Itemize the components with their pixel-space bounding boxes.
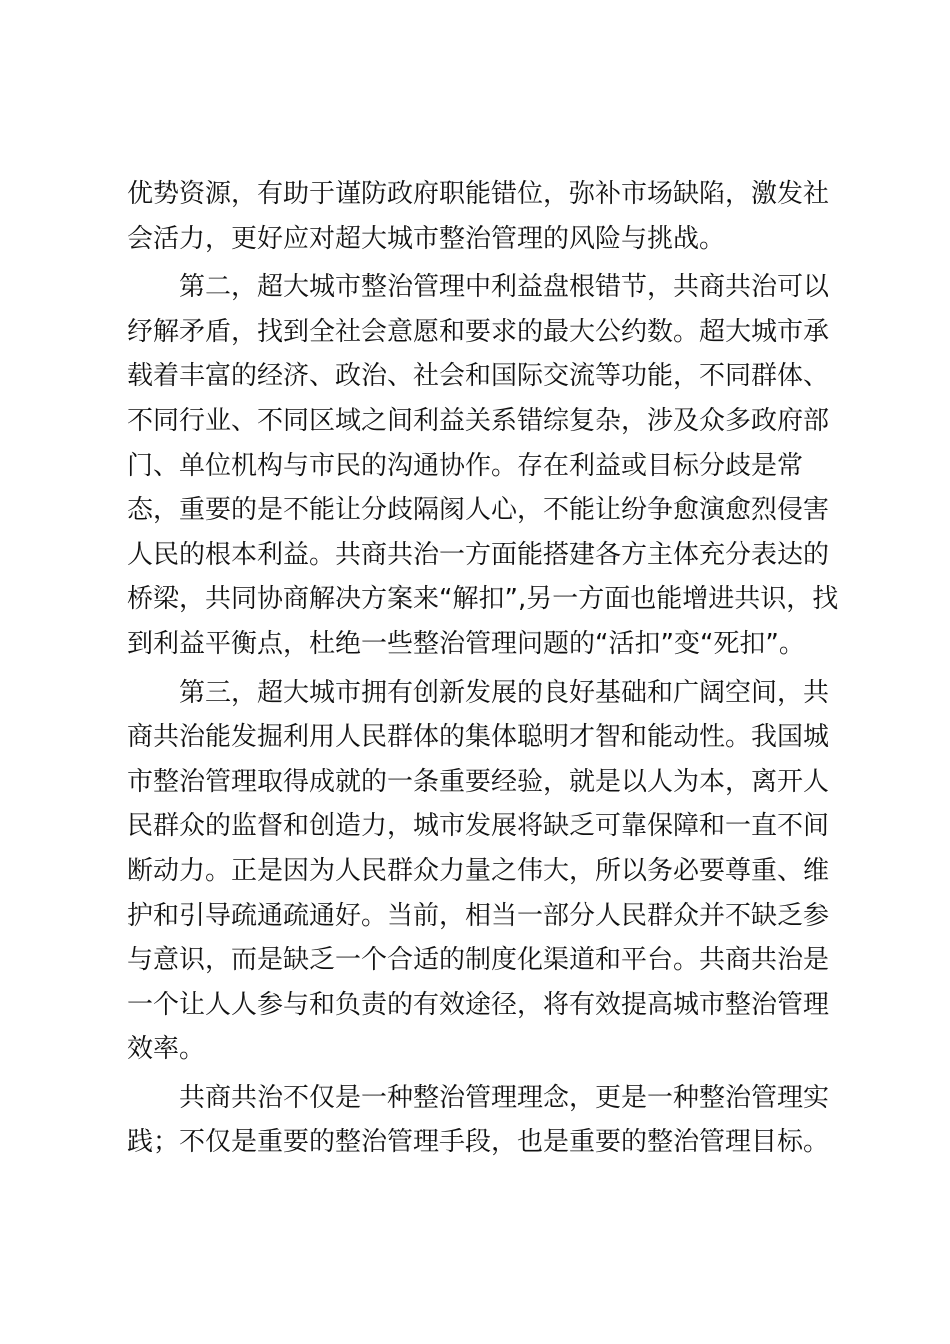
text-line: 到利益平衡点，杜绝一些整治管理问题的“活扣”变“死扣”。 (127, 628, 805, 659)
text-line: 不同行业、不同区域之间利益关系错综复杂，涉及众多政府部 (127, 405, 830, 436)
text-line: 会活力，更好应对超大城市整治管理的风险与挑战。 (127, 223, 726, 254)
text-line: 第三，超大城市拥有创新发展的良好基础和广阔空间，共 (179, 677, 830, 708)
text-line: 践；不仅是重要的整治管理手段，也是重要的整治管理目标。 (127, 1127, 830, 1158)
document-body (127, 172, 839, 1165)
text-line: 商共治能发掘利用人民群体的集体聪明才智和能动性。我国城 (127, 722, 830, 753)
text-line: 护和引导疏通疏通好。当前，相当一部分人民群众并不缺乏参 (127, 900, 830, 931)
paragraph-4 (127, 1076, 830, 1165)
text-line: 与意识，而是缺乏一个合适的制度化渠道和平台。共商共治是 (127, 945, 830, 976)
text-line: 民群众的监督和创造力，城市发展将缺乏可靠保障和一直不间 (127, 811, 830, 842)
paragraph-3 (127, 671, 830, 1072)
text-line: 优势资源，有助于谨防政府职能错位，弥补市场缺陷，激发社 (127, 179, 830, 209)
text-line: 市整治管理取得成就的一条重要经验，就是以人为本，离开人 (127, 766, 830, 797)
text-line: 第二，超大城市整治管理中利益盘根错节，共商共治可以 (179, 272, 830, 303)
paragraph-1 (127, 172, 830, 261)
text-line: 效率。 (127, 1034, 206, 1065)
text-line: 桥梁，共同协商解决方案来“解扣”,另一方面也能增进共识，找 (127, 584, 839, 615)
text-line: 态，重要的是不能让分歧隔阂人心，不能让纷争愈演愈烈侵害 (127, 495, 830, 526)
text-line: 一个让人人参与和负责的有效途径，将有效提高城市整治管理 (127, 989, 830, 1020)
text-line: 共商共治不仅是一种整治管理理念，更是一种整治管理实 (179, 1082, 830, 1113)
paragraph-2 (127, 265, 839, 666)
text-line: 门、单位机构与市民的沟通协作。存在利益或目标分歧是常 (127, 450, 804, 481)
text-line: 人民的根本利益。共商共治一方面能搭建各方主体充分表达的 (127, 539, 830, 570)
text-line: 载着丰富的经济、政治、社会和国际交流等功能，不同群体、 (127, 361, 830, 392)
text-line: 断动力。正是因为人民群众力量之伟大，所以务必要尊重、维 (127, 855, 830, 886)
text-line: 纾解矛盾，找到全社会意愿和要求的最大公约数。超大城市承 (127, 316, 830, 347)
